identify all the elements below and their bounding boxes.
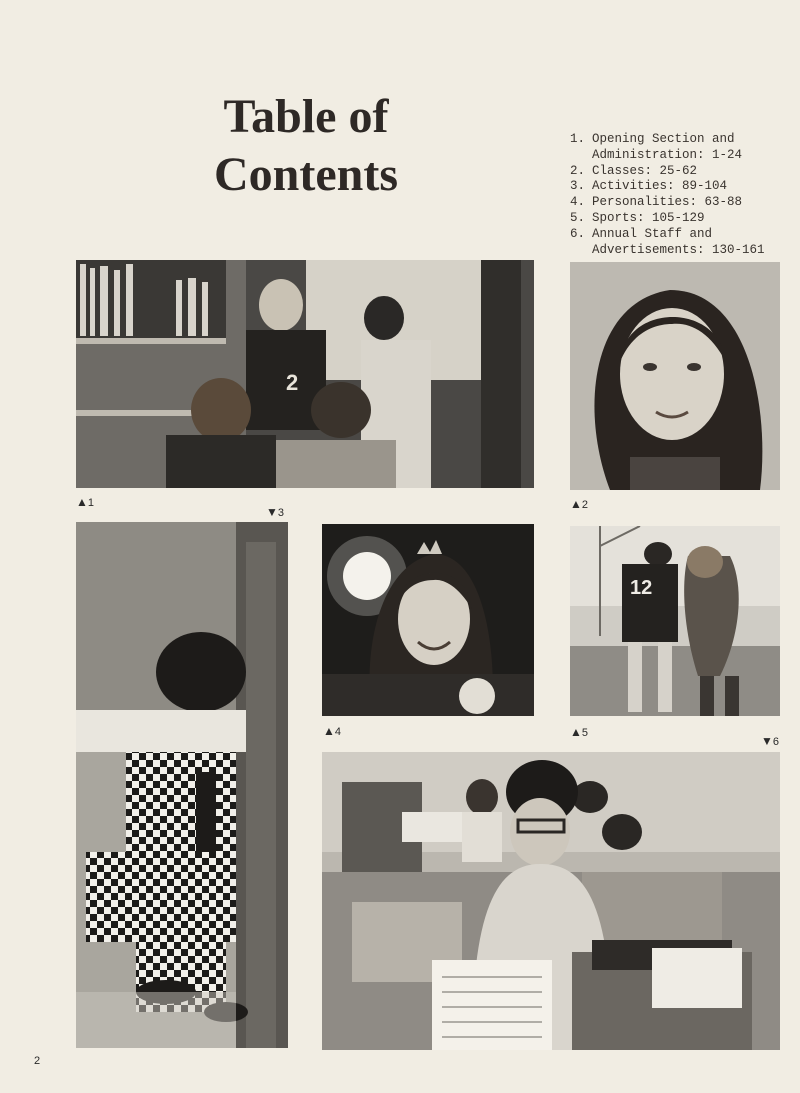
caption-1: ▲1 — [76, 495, 95, 509]
photo-2-portrait — [570, 262, 780, 490]
caption-3: ▼3 — [266, 505, 285, 519]
photo-5-basketball — [570, 526, 780, 716]
photo-6-typing-class — [322, 752, 780, 1050]
photo-3-checkered-outfit — [76, 522, 288, 1048]
contents-item: 2. Classes: 25-62 — [570, 163, 698, 178]
caption-5: ▲5 — [570, 725, 589, 739]
contents-item: 1. Opening Section and Administration: 1-24 — [570, 132, 743, 162]
contents-item: 5. Sports: 105-129 — [570, 210, 705, 225]
caption-4: ▲4 — [323, 724, 342, 738]
contents-item: 6. Annual Staff and Advertisements: 130-161 — [570, 226, 765, 257]
contents-list — [570, 132, 798, 258]
photo-4-queen — [322, 524, 534, 716]
title-line-1: Table of — [223, 90, 389, 143]
contents-item: 3. Activities: 89-104 — [570, 179, 728, 194]
jersey-number: 12 — [630, 577, 653, 599]
caption-6: ▼6 — [761, 734, 780, 748]
title-line-2: Contents — [213, 148, 398, 201]
caption-2: ▲2 — [570, 497, 589, 511]
jersey-number: 2 — [286, 370, 299, 395]
contents-item: 4. Personalities: 63-88 — [570, 195, 743, 210]
page-title — [196, 88, 416, 204]
page-number: 2 — [34, 1055, 41, 1067]
photo-1-library-group — [76, 260, 534, 488]
